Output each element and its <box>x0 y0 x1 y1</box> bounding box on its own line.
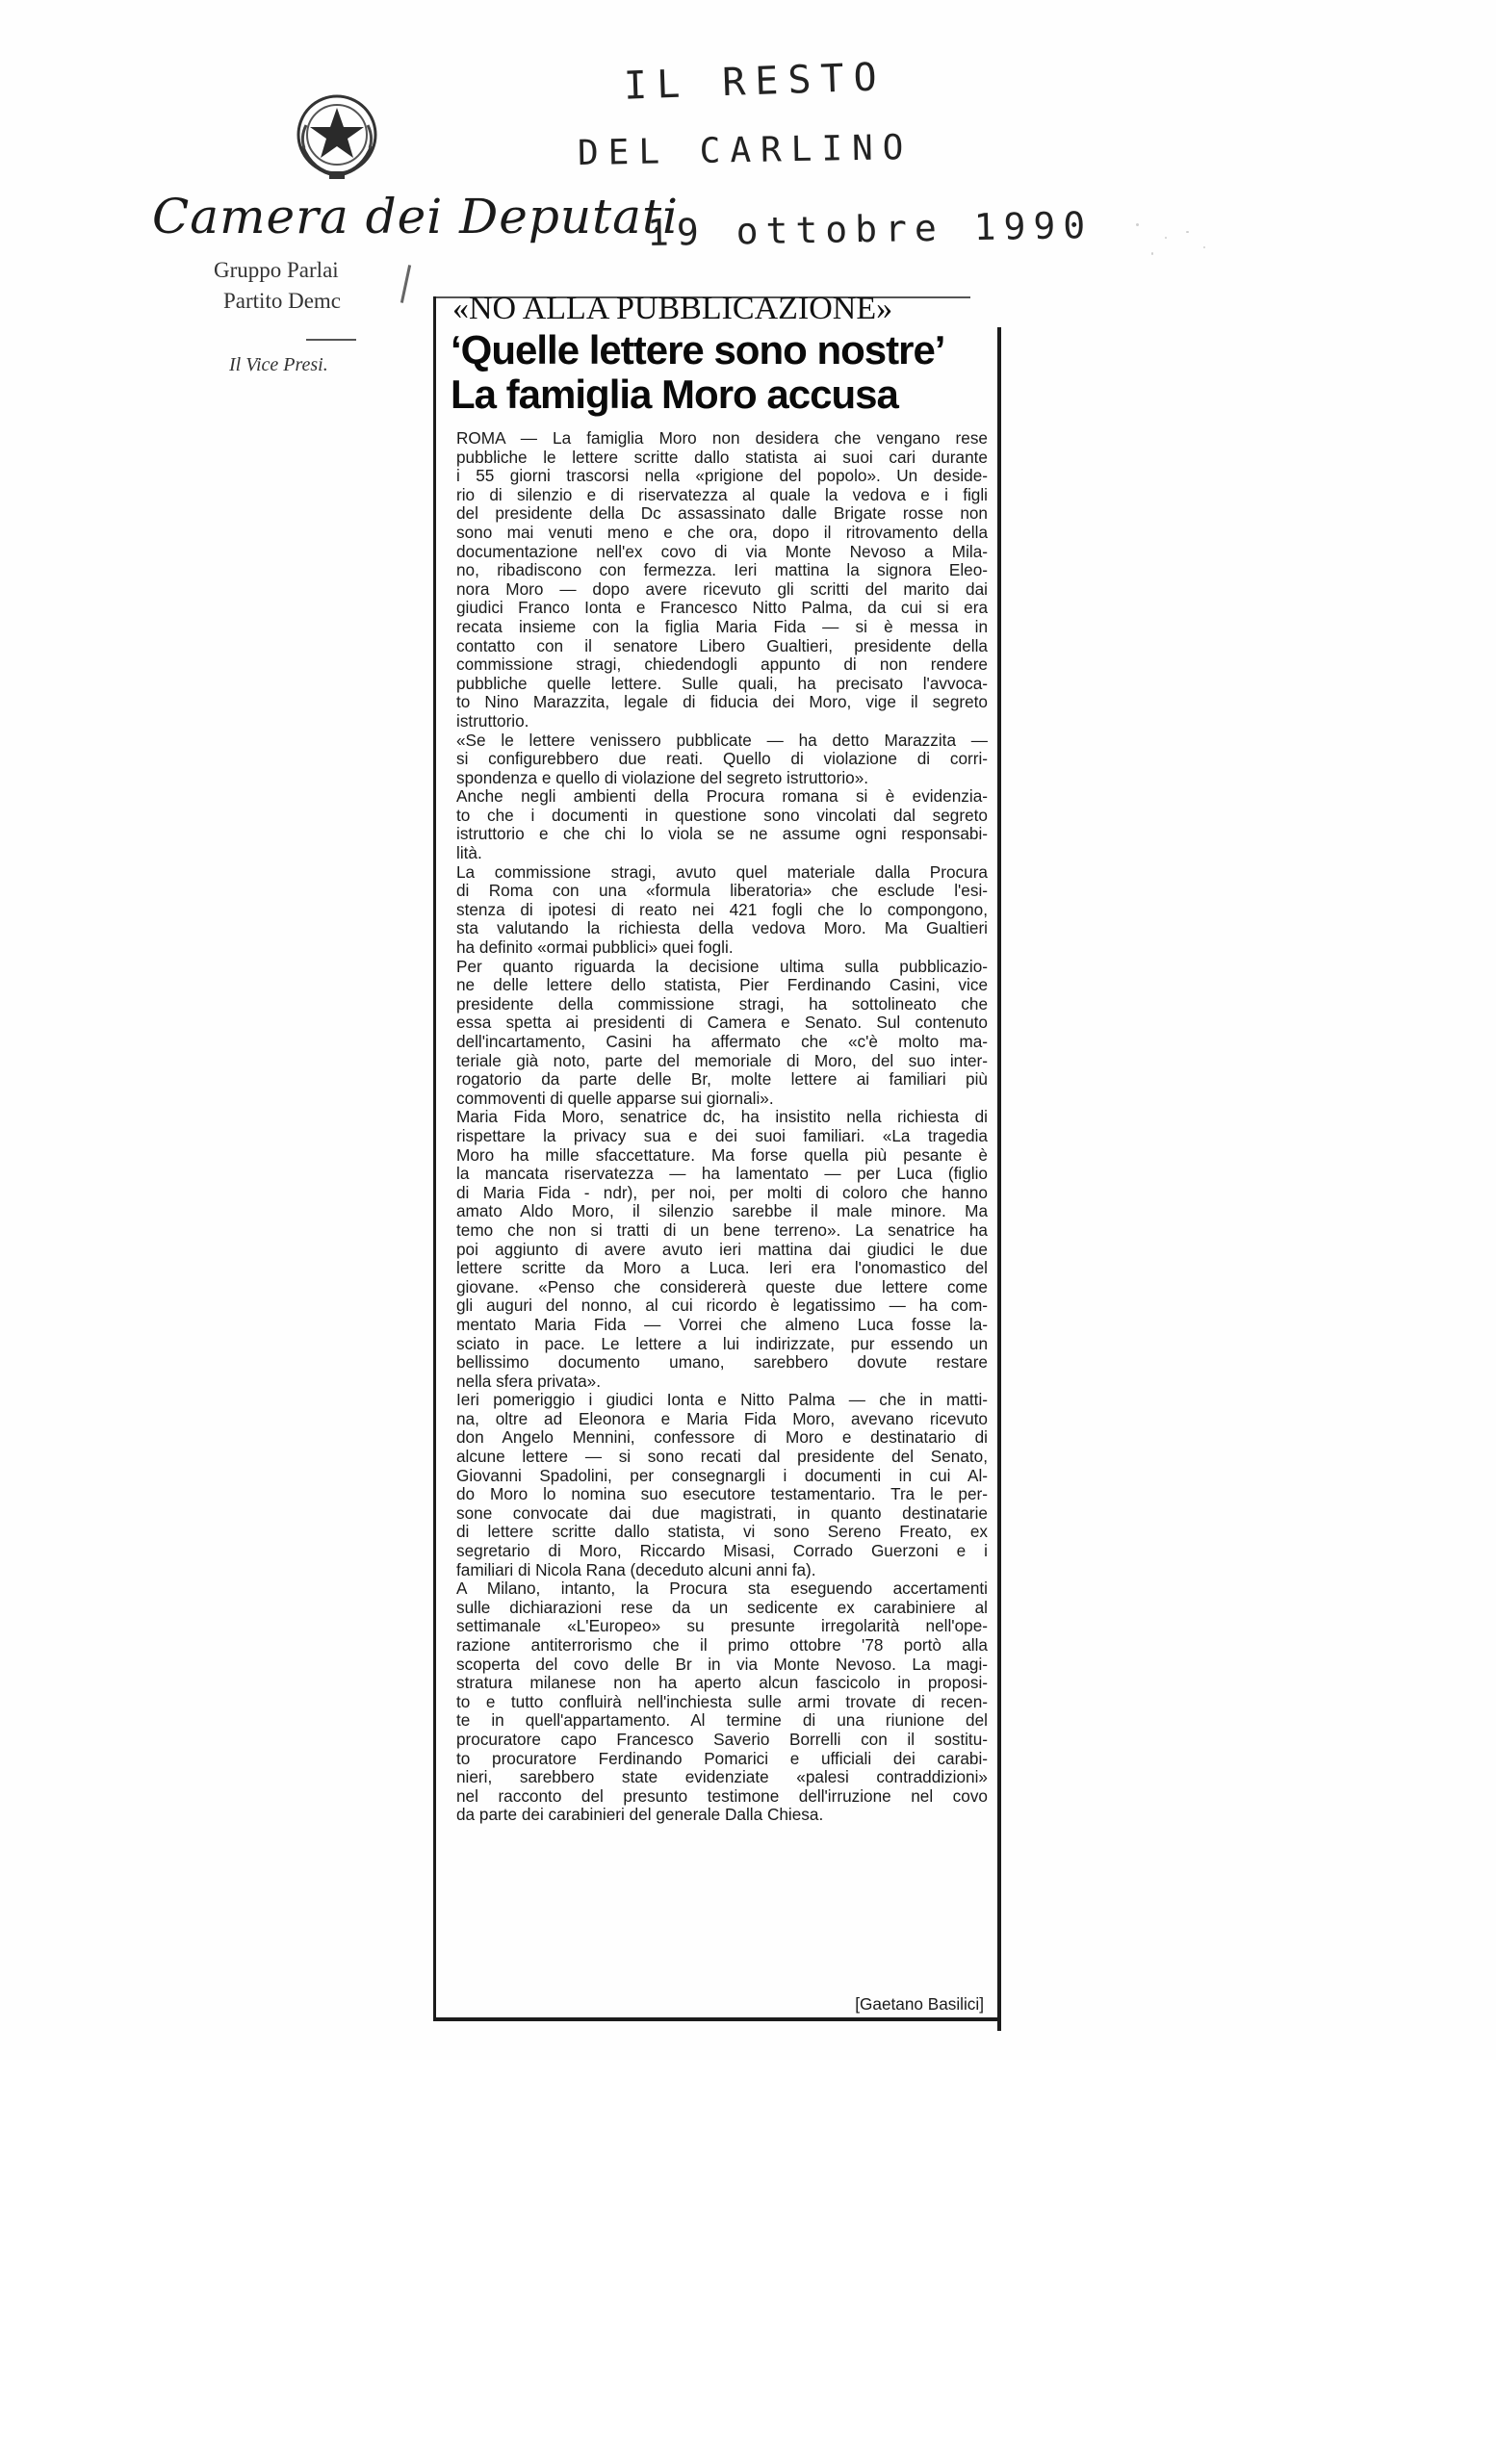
article-body-line: contatto con il senatore Libero Gualtieri, presidente della <box>456 636 988 655</box>
article-body-line: Per quanto riguarda la decisione ultima sulla pubblicazio- <box>456 957 988 976</box>
article-body-line: sono mai venuti meno e che ora, dopo il ritrovamento della <box>456 523 988 542</box>
article-body-line: sciato in pace. Le lettere a lui indirizzate, pur essendo un <box>456 1334 988 1353</box>
article-body-line: to che i documenti in questione sono vincolati dal segreto <box>456 806 988 825</box>
article-body-line: presidente della commissione stragi, ha sottolineato che <box>456 994 988 1014</box>
article-byline: [Gaetano Basilici] <box>855 1994 984 2014</box>
article-body-line: ha definito «ormai pubblici» quei fogli. <box>456 938 734 958</box>
article-body-line: essa spetta ai presidenti di Camera e Senato. Sul contenuto <box>456 1014 988 1033</box>
article-body-line: pubbliche quelle lettere. Sulle quali, ha precisato l'avvoca- <box>456 674 988 693</box>
article-body-line: Ieri pomeriggio i giudici Ionta e Nitto Palma — che in matti- <box>456 1391 988 1410</box>
italian-republic-emblem-icon <box>289 87 385 183</box>
article-body-line: segretario di Moro, Riccardo Misasi, Corrado Guerzoni e i <box>456 1542 988 1561</box>
clipping-edge-bottom <box>433 2017 1001 2021</box>
article-body <box>456 429 988 1825</box>
article-body-line: i 55 giorni trascorsi nella «prigione del popolo». Un deside- <box>456 467 988 486</box>
article-body-line: Giovanni Spadolini, per consegnargli i documenti in cui Al- <box>456 1466 988 1485</box>
article-body-line: rispettare la privacy sua e dei suoi familiari. «La tragedia <box>456 1126 988 1145</box>
scan-speck <box>1165 237 1167 239</box>
article-body-line: alcune lettere — si sono recati dal presidente del Senato, <box>456 1448 988 1467</box>
article-body-line: commoventi di quelle apparse sui giornali». <box>456 1089 774 1108</box>
article-body-line: Moro ha mille sfaccettature. Ma forse quella più pesante è <box>456 1145 988 1165</box>
article-body-line: di lettere scritte dallo statista, vi sono Sereno Freato, ex <box>456 1523 988 1542</box>
handwritten-newspaper-name-1: IL RESTO <box>623 55 888 109</box>
clipping-edge-right <box>997 327 1001 2031</box>
article-body-line: mentato Maria Fida — Vorrei che almeno Luca fosse la- <box>456 1315 988 1334</box>
article-body-line: si configurebbero due reati. Quello di violazione di corri- <box>456 750 988 769</box>
article-body-line: pubbliche le lettere scritte dallo statista ai suoi cari durante <box>456 448 988 467</box>
article-body-line: scoperta del covo delle Br in via Monte Nevoso. La magi- <box>456 1655 988 1674</box>
article-body-line: familiari di Nicola Rana (deceduto alcuni anni fa). <box>456 1560 816 1579</box>
letterhead-party-line: Partito Demc <box>223 289 341 313</box>
article-body-line: teriale già noto, parte del memoriale di Moro, del suo inter- <box>456 1051 988 1070</box>
article-body-line: sone convocate dai due magistrati, in quanto destinatarie <box>456 1503 988 1523</box>
article-body-line: don Angelo Mennini, confessore di Moro e destinatario di <box>456 1428 988 1448</box>
article-body-line: di Maria Fida - ndr), per noi, per molti di coloro che hanno <box>456 1183 988 1202</box>
article-kicker: «NO ALLA PUBBLICAZIONE» <box>452 291 893 326</box>
article-body-line: na, oltre ad Eleonora e Maria Fida Moro, avevano ricevuto <box>456 1409 988 1428</box>
article-body-line: do Moro lo nomina suo esecutore testamentario. Tra le per- <box>456 1485 988 1504</box>
article-body-line: «Se le lettere venissero pubblicate — ha detto Marazzita — <box>456 731 988 750</box>
article-body-line: spondenza e quello di violazione del segreto istruttorio». <box>456 768 869 787</box>
article-headline-line-1: ‘Quelle lettere sono nostre’ <box>451 327 945 372</box>
article-body-line: giovane. «Penso che considererà queste due lettere come <box>456 1277 988 1296</box>
article-body-line: A Milano, intanto, la Procura sta eseguendo accertamenti <box>456 1579 988 1599</box>
article-body-line: nieri, sarebbero state evidenziate «palesi contraddizioni» <box>456 1768 988 1787</box>
clipping-edge-left <box>433 296 436 2019</box>
article-body-line: sulle dichiarazioni rese da un sedicente ex carabiniere al <box>456 1598 988 1617</box>
handwritten-date: 19 ottobre 1990 <box>646 203 1094 255</box>
scan-speck <box>1203 246 1205 248</box>
article-body-line: istruttorio e che chi lo viola se ne assume ogni responsabi- <box>456 825 988 844</box>
article-body-line: giudici Franco Ionta e Francesco Nitto Palma, da cui si era <box>456 599 988 618</box>
article-body-line: istruttorio. <box>456 711 529 731</box>
article-body-line: procuratore capo Francesco Saverio Borrelli con il sostitu- <box>456 1730 988 1749</box>
article-body-line: dell'incartamento, Casini ha affermato che «c'è molto ma- <box>456 1033 988 1051</box>
article-body-line: di Roma con una «formula liberatoria» che esclude l'esi- <box>456 882 988 901</box>
article-body-line: stenza di ipotesi di reato nei 421 fogli che lo compongono, <box>456 900 988 919</box>
article-body-line: recata insieme con la figlia Maria Fida — si è messa in <box>456 617 988 636</box>
article-body-line: temo che non si tratti di un bene terreno». La senatrice ha <box>456 1220 988 1240</box>
article-body-line: to Nino Marazzita, legale di fiducia dei Moro, vige il segreto <box>456 693 988 712</box>
article-body-line: bellissimo documento umano, sarebbero dovute restare <box>456 1353 988 1373</box>
article-body-line: te in quell'appartamento. Al termine di una riunione del <box>456 1711 988 1731</box>
article-body-line: lettere scritte da Moro a Luca. Ieri era l'onomastico del <box>456 1259 988 1278</box>
article-body-line: settimanale «L'Europeo» su presunte irregolarità nell'ope- <box>456 1617 988 1636</box>
article-body-line: rio di silenzio e di riservatezza al quale la vedova e i figli <box>456 485 988 504</box>
article-body-line: nel racconto del presunto testimone dell'irruzione nel covo <box>456 1786 988 1806</box>
article-body-line: documentazione nell'ex covo di via Monte Nevoso a Mila- <box>456 542 988 561</box>
article-body-line: Anche negli ambienti della Procura romana si è evidenzia- <box>456 787 988 807</box>
scan-speck <box>1151 252 1153 255</box>
article-body-line: ne delle lettere dello statista, Pier Ferdinando Casini, vice <box>456 976 988 995</box>
article-body-line: gli auguri del nonno, al cui ricordo è legatissimo — ha com- <box>456 1296 988 1316</box>
article-body-line: amato Aldo Moro, il silenzio sarebbe il male minore. Ma <box>456 1202 988 1221</box>
article-body-line: la mancata riservatezza — ha lamentato — per Luca (figlio <box>456 1165 988 1184</box>
article-body-line: razione antiterrorismo che il primo ottobre '78 portò alla <box>456 1636 988 1655</box>
article-body-line: stratura milanese non ha aperto alcun fascicolo in proposi- <box>456 1674 988 1693</box>
article-body-line: del presidente della Dc assassinato dalle Brigate rosse non <box>456 504 988 524</box>
article-body-line: nella sfera privata». <box>456 1372 601 1391</box>
article-body-line: rogatorio da parte delle Br, molte lettere ai familiari più <box>456 1070 988 1090</box>
pen-mark <box>400 265 411 303</box>
article-body-line: sta valutando la richiesta della vedova Moro. Ma Gualtieri <box>456 919 988 938</box>
article-body-line: lità. <box>456 844 482 863</box>
article-body-line: da parte dei carabinieri del generale Dalla Chiesa. <box>456 1806 824 1825</box>
article-headline-line-2: La famiglia Moro accusa <box>451 372 898 417</box>
article-body-line: Maria Fida Moro, senatrice dc, ha insistito nella richiesta di <box>456 1108 988 1127</box>
article-body-line: poi aggiunto di avere avuto ieri mattina dai giudici le due <box>456 1240 988 1259</box>
institution-name: Camera dei Deputati <box>152 189 680 244</box>
letterhead-vice-line: Il Vice Presi. <box>229 354 328 375</box>
letterhead-group-line: Gruppo Parlai <box>214 258 339 282</box>
article-body-line: no, ribadiscono con fermezza. Ieri mattina la signora Eleo- <box>456 561 988 580</box>
article-body-line: La commissione stragi, avuto quel materiale dalla Procura <box>456 862 988 882</box>
article-body-line: nora Moro — dopo avere ricevuto gli scritti del marito dai <box>456 579 988 599</box>
article-body-line: commissione stragi, chiedendogli appunto di non rendere <box>456 655 988 675</box>
scan-speck <box>1186 231 1189 233</box>
handwritten-newspaper-name-2: DEL CARLINO <box>577 127 914 174</box>
scan-speck <box>1136 223 1139 226</box>
article-body-line: to e tutto confluirà nell'inchiesta sulle armi trovate di recen- <box>456 1692 988 1711</box>
letterhead-divider <box>306 339 356 341</box>
article-body-line: to procuratore Ferdinando Pomarici e ufficiali dei carabi- <box>456 1749 988 1768</box>
article-body-line: ROMA — La famiglia Moro non desidera che vengano rese <box>456 429 988 448</box>
